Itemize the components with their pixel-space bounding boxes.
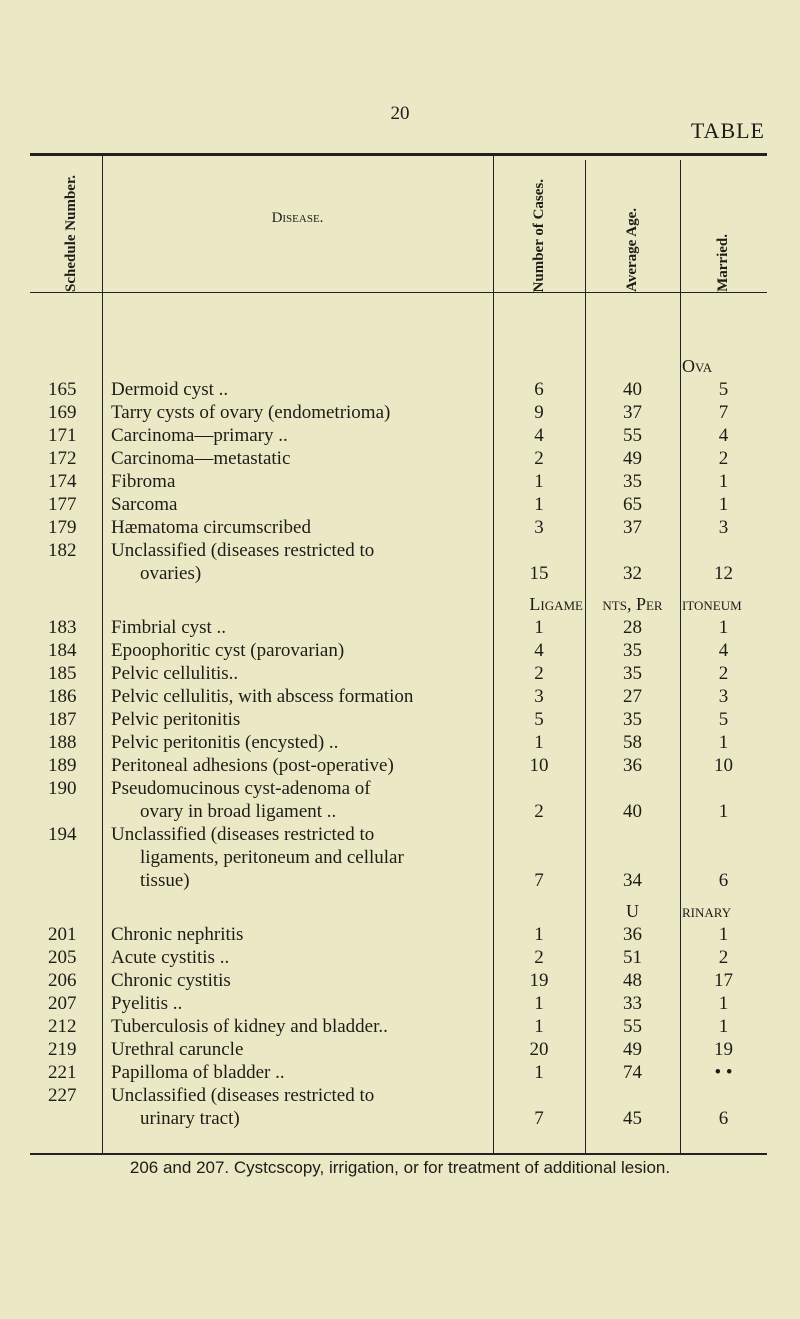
table-row bbox=[0, 616, 800, 639]
number-of-cases: 10 bbox=[529, 755, 549, 776]
number-of-cases: 4 bbox=[534, 640, 544, 661]
number-of-cases: 15 bbox=[529, 563, 549, 584]
number-of-cases: 1 bbox=[534, 494, 544, 515]
schedule-number: 188 bbox=[48, 732, 77, 753]
table-top-rule bbox=[30, 153, 767, 156]
number-of-cases: 1 bbox=[534, 471, 544, 492]
disease-name: Carcinoma—primary .. bbox=[111, 425, 288, 446]
disease-name: Sarcoma bbox=[111, 494, 178, 515]
disease-name: Acute cystitis .. bbox=[111, 947, 230, 968]
schedule-number: 182 bbox=[48, 540, 77, 561]
header-rule bbox=[30, 292, 767, 293]
section-label-part: rinary bbox=[682, 901, 732, 921]
average-age: 32 bbox=[623, 563, 642, 584]
married-count: 4 bbox=[718, 425, 729, 446]
schedule-number: 227 bbox=[48, 1085, 77, 1106]
section-header bbox=[0, 355, 800, 378]
disease-name: Carcinoma—metastatic bbox=[111, 448, 291, 469]
married-count: 1 bbox=[718, 494, 729, 515]
table-row bbox=[0, 869, 800, 892]
section-header bbox=[0, 593, 800, 616]
married-count: 17 bbox=[714, 970, 733, 991]
schedule-number: 201 bbox=[48, 924, 77, 945]
table-row bbox=[0, 969, 800, 992]
number-of-cases: 2 bbox=[534, 947, 544, 968]
number-of-cases: 1 bbox=[534, 993, 544, 1014]
schedule-number: 221 bbox=[48, 1062, 77, 1083]
married-count: 12 bbox=[714, 563, 733, 584]
number-of-cases: 19 bbox=[529, 970, 549, 991]
average-age: 35 bbox=[623, 471, 642, 492]
table-row bbox=[0, 708, 800, 731]
header-disease: Disease. bbox=[271, 210, 324, 226]
disease-name: Unclassified (diseases restricted to bbox=[111, 1085, 375, 1106]
average-age: 55 bbox=[623, 425, 642, 446]
number-of-cases: 1 bbox=[534, 1062, 544, 1083]
married-count: 1 bbox=[718, 993, 729, 1014]
married-count: 7 bbox=[718, 402, 729, 423]
married-count: 6 bbox=[718, 870, 729, 891]
average-age: 55 bbox=[623, 1016, 642, 1037]
number-of-cases: 2 bbox=[534, 801, 544, 822]
disease-name: Epoophoritic cyst (parovarian) bbox=[111, 640, 345, 661]
page-number: 20 bbox=[390, 103, 410, 124]
married-count: 19 bbox=[714, 1039, 733, 1060]
schedule-number: 179 bbox=[48, 517, 77, 538]
table-bottom-rule bbox=[30, 1153, 767, 1155]
number-of-cases: 3 bbox=[534, 686, 544, 707]
header-schedule-number bbox=[40, 160, 102, 292]
average-age: 35 bbox=[623, 640, 642, 661]
table-row bbox=[0, 539, 800, 562]
average-age: 35 bbox=[623, 709, 642, 730]
disease-name: Papilloma of bladder .. bbox=[111, 1062, 285, 1083]
disease-name: Pseudomucinous cyst-adenoma of bbox=[111, 778, 371, 799]
married-count: 2 bbox=[718, 448, 729, 469]
average-age: 48 bbox=[623, 970, 642, 991]
table-row bbox=[0, 1061, 800, 1084]
average-age: 36 bbox=[623, 924, 642, 945]
average-age: 37 bbox=[623, 517, 642, 538]
disease-name: Urethral caruncle bbox=[111, 1039, 244, 1060]
number-of-cases: 2 bbox=[534, 448, 544, 469]
disease-name: Pelvic cellulitis, with abscess formation bbox=[111, 686, 414, 707]
disease-name: Tuberculosis of kidney and bladder.. bbox=[111, 1016, 388, 1037]
disease-name: tissue) bbox=[140, 870, 190, 891]
married-count: 3 bbox=[718, 517, 729, 538]
schedule-number: 184 bbox=[48, 640, 77, 661]
average-age: 58 bbox=[623, 732, 642, 753]
schedule-number: 186 bbox=[48, 686, 77, 707]
disease-name: Peritoneal adhesions (post-operative) bbox=[111, 755, 394, 776]
average-age: 40 bbox=[623, 801, 642, 822]
table-row bbox=[0, 846, 800, 869]
number-of-cases: 3 bbox=[534, 517, 544, 538]
number-of-cases: 20 bbox=[529, 1039, 549, 1060]
married-count: 5 bbox=[718, 709, 729, 730]
number-of-cases: 6 bbox=[534, 379, 544, 400]
schedule-number: 212 bbox=[48, 1016, 77, 1037]
average-age: 35 bbox=[623, 663, 642, 684]
section-gap bbox=[0, 585, 800, 593]
header-label: Schedule Number. bbox=[62, 175, 79, 292]
table-row bbox=[0, 946, 800, 969]
schedule-number: 194 bbox=[48, 824, 77, 845]
table-body bbox=[0, 355, 800, 1130]
number-of-cases: 2 bbox=[534, 663, 544, 684]
schedule-number: 183 bbox=[48, 617, 77, 638]
married-count: 1 bbox=[718, 732, 729, 753]
married-count: 6 bbox=[718, 1108, 729, 1129]
number-of-cases: 5 bbox=[534, 709, 544, 730]
married-count: 1 bbox=[718, 1016, 729, 1037]
number-of-cases: 1 bbox=[534, 924, 544, 945]
disease-name: urinary tract) bbox=[140, 1108, 240, 1129]
disease-name: Pelvic peritonitis (encysted) .. bbox=[111, 732, 339, 753]
disease-name: Unclassified (diseases restricted to bbox=[111, 540, 375, 561]
table-row bbox=[0, 401, 800, 424]
number-of-cases: 7 bbox=[534, 1108, 544, 1129]
table-row bbox=[0, 685, 800, 708]
average-age: 37 bbox=[623, 402, 642, 423]
table-row bbox=[0, 923, 800, 946]
table-row bbox=[0, 662, 800, 685]
number-of-cases: 1 bbox=[534, 732, 544, 753]
disease-name: Tarry cysts of ovary (endometrioma) bbox=[111, 402, 391, 423]
schedule-number: 206 bbox=[48, 970, 77, 991]
table-row bbox=[0, 754, 800, 777]
table-row bbox=[0, 992, 800, 1015]
married-count: 2 bbox=[718, 947, 729, 968]
table-row bbox=[0, 493, 800, 516]
schedule-number: 205 bbox=[48, 947, 77, 968]
disease-name: ovary in broad ligament .. bbox=[140, 801, 337, 822]
disease-name: ligaments, peritoneum and cellular bbox=[140, 847, 404, 868]
table-row bbox=[0, 378, 800, 401]
average-age: 65 bbox=[623, 494, 642, 515]
disease-name: Pyelitis .. bbox=[111, 993, 183, 1014]
schedule-number: 190 bbox=[48, 778, 77, 799]
header-label: Number of Cases. bbox=[530, 178, 547, 292]
header-number-of-cases bbox=[493, 160, 585, 292]
section-label-part: Ligame bbox=[529, 594, 583, 614]
disease-name: Pelvic cellulitis.. bbox=[111, 663, 239, 684]
disease-name: Hæmatoma circumscribed bbox=[111, 517, 311, 538]
section-gap bbox=[0, 892, 800, 900]
average-age: 49 bbox=[623, 1039, 642, 1060]
married-count: 1 bbox=[718, 617, 729, 638]
section-label-part: nts, Per bbox=[602, 594, 663, 614]
header-average-age bbox=[585, 160, 680, 292]
schedule-number: 189 bbox=[48, 755, 77, 776]
table-row bbox=[0, 731, 800, 754]
number-of-cases: 4 bbox=[534, 425, 544, 446]
section-label-part: itoneum bbox=[682, 594, 742, 614]
schedule-number: 207 bbox=[48, 993, 77, 1014]
average-age: 51 bbox=[623, 947, 642, 968]
table-row bbox=[0, 800, 800, 823]
average-age: 33 bbox=[623, 993, 642, 1014]
schedule-number: 171 bbox=[48, 425, 77, 446]
number-of-cases: 1 bbox=[534, 617, 544, 638]
table-row bbox=[0, 424, 800, 447]
table-row bbox=[0, 562, 800, 585]
average-age: 40 bbox=[623, 379, 642, 400]
disease-name: Unclassified (diseases restricted to bbox=[111, 824, 375, 845]
table-row bbox=[0, 639, 800, 662]
married-count: 5 bbox=[718, 379, 729, 400]
number-of-cases: 7 bbox=[534, 870, 544, 891]
table-row bbox=[0, 516, 800, 539]
married-count: 1 bbox=[718, 924, 729, 945]
schedule-number: 165 bbox=[48, 379, 77, 400]
header-label: Average Age. bbox=[624, 208, 640, 292]
average-age: 28 bbox=[623, 617, 642, 638]
average-age: 36 bbox=[623, 755, 642, 776]
married-count: • • bbox=[714, 1062, 733, 1083]
page-title: TABLE bbox=[690, 118, 765, 143]
schedule-number: 185 bbox=[48, 663, 77, 684]
disease-name: Fibroma bbox=[111, 471, 176, 492]
married-count: 3 bbox=[718, 686, 729, 707]
header-married bbox=[680, 160, 767, 292]
table-row bbox=[0, 447, 800, 470]
table-row bbox=[0, 1015, 800, 1038]
schedule-number: 219 bbox=[48, 1039, 77, 1060]
number-of-cases: 9 bbox=[534, 402, 544, 423]
table-row bbox=[0, 1038, 800, 1061]
married-count: 4 bbox=[718, 640, 729, 661]
average-age: 45 bbox=[623, 1108, 642, 1129]
married-count: 1 bbox=[718, 471, 729, 492]
schedule-number: 177 bbox=[48, 494, 77, 515]
number-of-cases: 1 bbox=[534, 1016, 544, 1037]
section-label-part: U bbox=[626, 901, 639, 921]
schedule-number: 174 bbox=[48, 471, 77, 492]
married-count: 10 bbox=[714, 755, 733, 776]
disease-name: Pelvic peritonitis bbox=[111, 709, 241, 730]
disease-name: Dermoid cyst .. bbox=[111, 379, 229, 400]
average-age: 27 bbox=[623, 686, 642, 707]
footnote: 206 and 207. Cystcscopy, irrigation, or for treatment of additional lesion. bbox=[129, 1158, 671, 1177]
married-count: 1 bbox=[718, 801, 729, 822]
disease-name: Fimbrial cyst .. bbox=[111, 617, 227, 638]
schedule-number: 169 bbox=[48, 402, 77, 423]
schedule-number: 187 bbox=[48, 709, 77, 730]
table-row bbox=[0, 1107, 800, 1130]
disease-name: Chronic cystitis bbox=[111, 970, 231, 991]
table-row bbox=[0, 777, 800, 800]
average-age: 74 bbox=[623, 1062, 642, 1083]
table-row bbox=[0, 1084, 800, 1107]
disease-name: ovaries) bbox=[140, 563, 202, 584]
schedule-number: 172 bbox=[48, 448, 77, 469]
section-label-part: Ova bbox=[682, 356, 713, 376]
disease-name: Chronic nephritis bbox=[111, 924, 244, 945]
average-age: 49 bbox=[623, 448, 642, 469]
table-row bbox=[0, 823, 800, 846]
table-row bbox=[0, 470, 800, 493]
average-age: 34 bbox=[623, 870, 642, 891]
section-header bbox=[0, 900, 800, 923]
married-count: 2 bbox=[718, 663, 729, 684]
header-label: Married. bbox=[715, 234, 731, 292]
